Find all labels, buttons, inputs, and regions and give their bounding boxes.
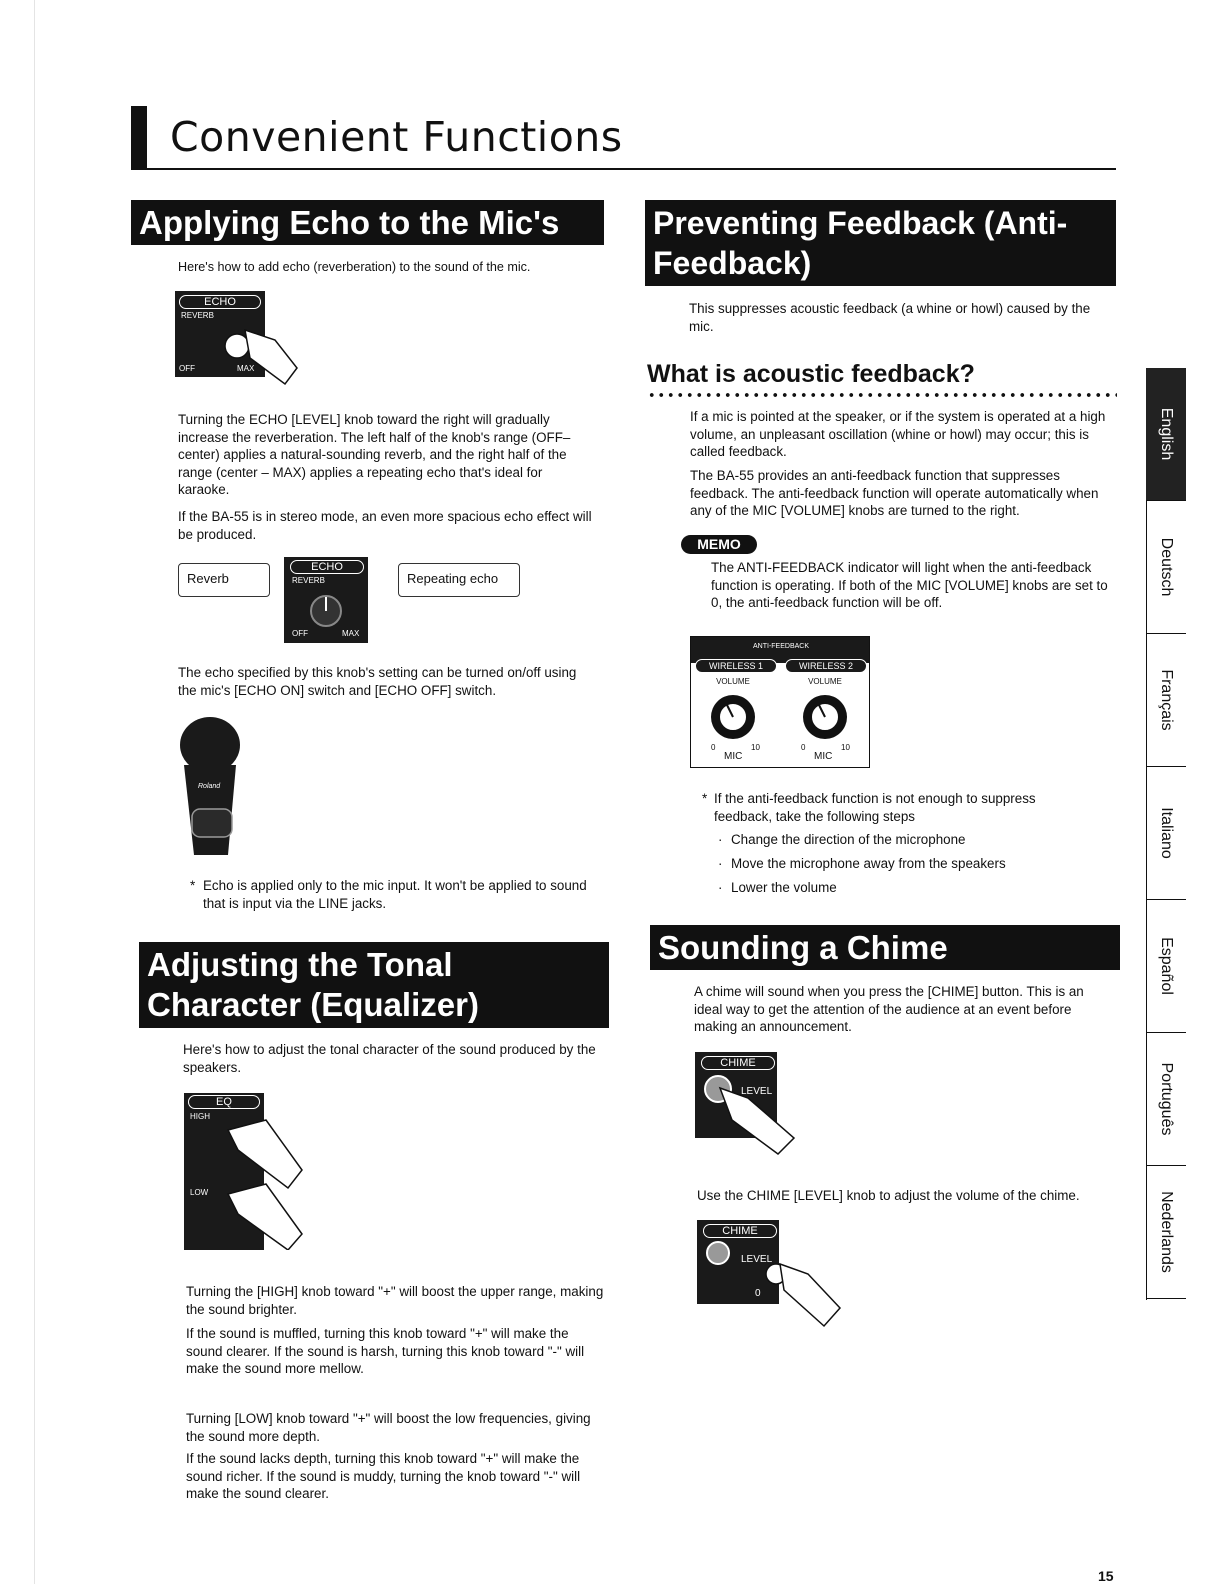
wireless-2-label: WIRELESS 2 [785,659,867,673]
eq-intro: Here's how to adjust the tonal character of the sound produced by the speakers. [183,1042,596,1075]
tab-francais-label: Français [1158,669,1175,731]
title-rule [131,168,1116,170]
volume-label-1: VOLUME [716,677,750,686]
tab-espanol-label: Español [1158,937,1175,995]
high-label: HIGH [190,1112,210,1121]
feedback-note: If the anti-feedback function is not enough to suppress feedback, take the following steps [714,791,1036,824]
feedback-paragraph-1: If a mic is pointed at the speaker, or if the system is operated at a high volume, an unpleasant oscillation (whine or howl) may occur; this is called feedback. [690,409,1106,459]
anti-feedback-figure [690,636,870,768]
mic-label-1: MIC [724,751,743,762]
knob-2-ten: 10 [841,743,850,752]
chime-pill-label: CHIME [701,1056,775,1070]
eq-paragraph-1: Turning the [HIGH] knob toward "+" will boost the upper range, making the sound brighter. [186,1284,604,1317]
reverb-label-2: REVERB [292,576,325,585]
step-bullet-1: · [718,832,723,847]
volume-label-2: VOLUME [808,677,842,686]
reverb-callout: Reverb [178,563,270,597]
volume-knobs-icon [705,689,855,745]
chime-zero-label: 0 [755,1288,761,1299]
knob-icon [296,583,356,633]
echo-paragraph-2: If the BA-55 is in stereo mode, an even more spacious echo effect will be produced. [178,509,592,542]
echo-paragraph-1: Turning the ECHO [LEVEL] knob toward the right will gradually increase the reverberation. The left half of the knob's range (OFF–center) applies a natural-sounding reverb, and the right half of the range (center – MAX) applies a repeating echo that's ideal for karaoke. [178,412,571,497]
tab-portugues-label: Português [1158,1062,1175,1136]
tab-nederlands-label: Nederlands [1158,1191,1175,1273]
repeating-echo-callout: Repeating echo [398,563,520,597]
knob-2-zero: 0 [801,743,806,752]
section-heading-chime: Sounding a Chime [650,925,1120,970]
tab-italiano-label: Italiano [1158,807,1175,859]
tab-deutsch[interactable] [1146,501,1186,634]
section-heading-echo: Applying Echo to the Mic's Sound [131,200,604,245]
hand-icon [205,310,305,390]
knob-1-zero: 0 [711,743,716,752]
eq-pill-label: EQ [188,1095,260,1109]
memo-badge: MEMO [681,535,757,554]
knob-1-ten: 10 [751,743,760,752]
wireless-1-label: WIRELESS 1 [695,659,777,673]
reverb-label: REVERB [181,311,214,320]
title-bar [131,106,147,168]
step-bullet-2: · [718,856,723,871]
feedback-note-asterisk: * [702,791,708,806]
mic-label-2: MIC [814,751,833,762]
anti-feedback-indicator-label: ANTI-FEEDBACK [753,643,810,650]
chime-paragraph: Use the CHIME [LEVEL] knob to adjust the volume of the chime. [697,1188,1080,1203]
chime-button-icon-2 [703,1238,733,1268]
tab-espanol[interactable] [1146,900,1186,1033]
eq-paragraph-4: If the sound lacks depth, turning this knob toward "+" will make the sound richer. If the sound is muddy, turning the knob toward "-" will make the sound clearer. [186,1451,581,1501]
tab-francais[interactable] [1146,634,1186,767]
note-asterisk: * [190,878,196,893]
dotted-rule [647,392,1117,398]
step-3: Lower the volume [731,880,837,895]
level-label: LEVEL [741,1086,773,1097]
feedback-intro: This suppresses acoustic feedback (a whine or howl) caused by the mic. [689,301,1091,334]
section-heading-eq: Adjusting the Tonal Character (Equalizer) [139,942,609,1028]
echo-note: Echo is applied only to the mic input. It won't be applied to sound that is input via the LINE jacks. [203,878,587,911]
tab-portugues[interactable] [1146,1033,1186,1166]
step-2: Move the microphone away from the speakers [731,856,1006,871]
step-bullet-3: · [718,880,723,895]
subheading-acoustic-feedback: What is acoustic feedback? [647,360,975,388]
mic-brand: Roland [198,783,221,790]
eq-paragraph-3: Turning [LOW] knob toward "+" will boost the low frequencies, giving the sound more depth. [186,1411,591,1444]
margin-line [34,0,35,1584]
off-label-2: OFF [292,629,308,638]
off-label: OFF [179,364,195,373]
echo-knob-figure-2 [284,557,368,643]
page-title: Convenient Functions [170,113,623,161]
eq-paragraph-2: If the sound is muffled, turning this knob toward "+" will make the sound clearer. If the sound is harsh, turning this knob toward "-" will make the sound more mellow. [186,1326,585,1376]
hand-press-icon [712,1080,802,1160]
tab-italiano[interactable] [1146,767,1186,900]
hand-turn-icon [750,1250,845,1330]
echo-pill-label-2: ECHO [290,560,364,574]
tab-english-label: English [1158,407,1175,461]
level-label-2: LEVEL [741,1254,773,1265]
low-label: LOW [190,1188,209,1197]
section-heading-feedback: Preventing Feedback (Anti-Feedback) [645,200,1116,286]
echo-paragraph-3: The echo specified by this knob's setting can be turned on/off using the mic's [ECHO ON] switch and [ECHO OFF] switch. [178,665,577,698]
max-label: MAX [237,364,255,373]
max-label-2: MAX [342,629,360,638]
tab-nederlands[interactable] [1146,1166,1186,1299]
tab-deutsch-label: Deutsch [1158,537,1175,597]
hands-icon [218,1110,308,1250]
chime-pill-label-2: CHIME [703,1224,777,1238]
chime-intro: A chime will sound when you press the [CHIME] button. This is an ideal way to get the attention of the audience at an event before making an announcement. [694,984,1084,1034]
echo-pill-label: ECHO [179,295,261,309]
feedback-paragraph-2: The BA-55 provides an anti-feedback function that suppresses feedback. The anti-feedback function will operate automatically when any of the MIC [VOLUME] knobs are turned to the right. [690,468,1099,518]
echo-intro: Here's how to add echo (reverberation) to the sound of the mic. [178,260,531,274]
memo-text: The ANTI-FEEDBACK indicator will light when the anti-feedback function is operating. If both of the MIC [VOLUME] knobs are set to 0, the anti-feedback function will be off. [711,560,1108,610]
step-1: Change the direction of the microphone [731,832,966,847]
page-number: 15 [1098,1568,1114,1584]
tab-english[interactable] [1146,368,1186,501]
